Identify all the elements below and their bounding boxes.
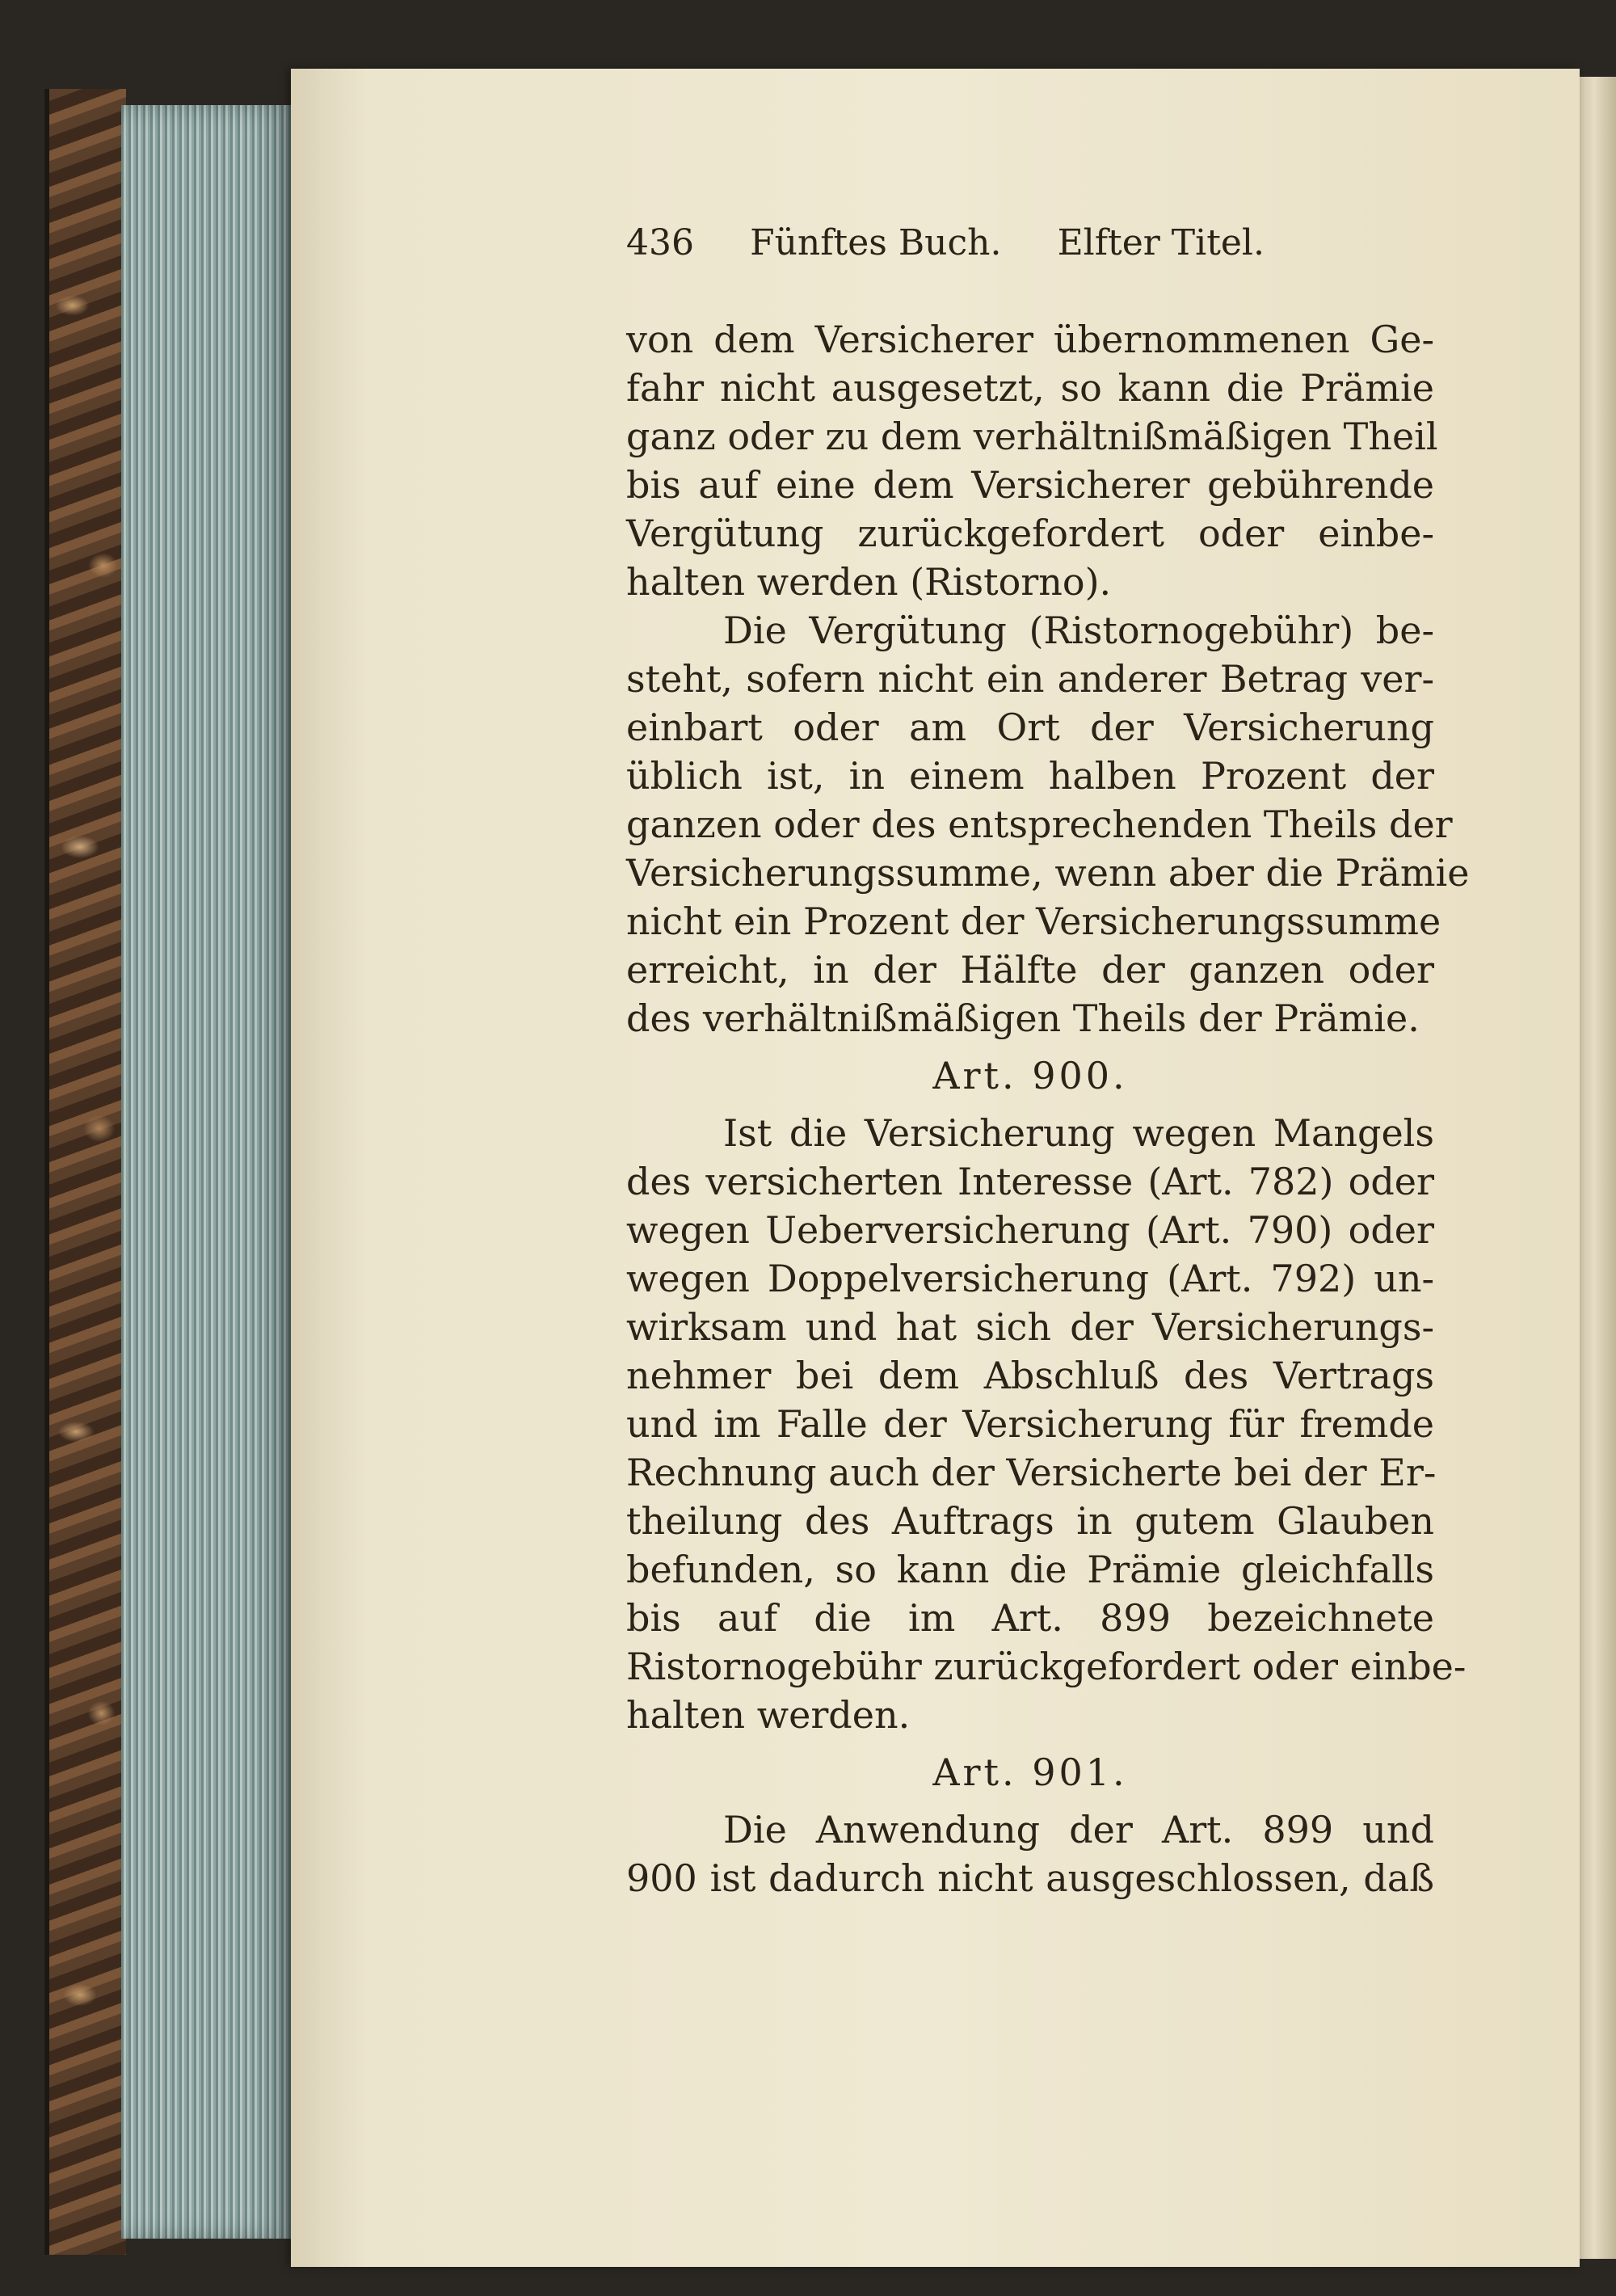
text-line: wegen Doppelversicherung (Art. 792) un- <box>626 1257 1434 1300</box>
text-line: nehmer bei dem Abschluß des Vertrags <box>626 1354 1434 1397</box>
running-head-book: Fünftes Buch. <box>750 221 1002 263</box>
book-cover <box>44 89 126 2255</box>
facing-page-edge <box>1580 77 1616 2259</box>
text-line: Vergütung zurückgefordert oder einbe- <box>626 512 1434 555</box>
text-line: wirksam und hat sich der Versicherungs- <box>626 1305 1434 1349</box>
running-head-title: Elfter Titel. <box>1057 221 1265 263</box>
article-heading-901: Art. 901. <box>932 1750 1128 1794</box>
text-line: und im Falle der Versicherung für fremde <box>626 1402 1434 1446</box>
text-line: von dem Versicherer übernommenen Ge- <box>626 318 1434 361</box>
text-line: Die Vergütung (Ristornogebühr) be- <box>723 609 1434 652</box>
text-line: Ristornogebühr zurückgefordert oder einbe- <box>626 1645 1467 1688</box>
page-edges <box>121 105 291 2239</box>
text-line: fahr nicht ausgesetzt, so kann die Prämie <box>626 366 1434 410</box>
text-line: üblich ist, in einem halben Prozent der <box>626 754 1434 798</box>
running-head <box>626 214 1265 271</box>
text-line: des verhältnißmäßigen Theils der Prämie. <box>626 996 1420 1040</box>
text-line: nicht ein Prozent der Versicherungssumme <box>626 899 1441 943</box>
text-line: Rechnung auch der Versicherte bei der Er- <box>626 1451 1437 1494</box>
text-line: befunden, so kann die Prämie gleichfalls <box>626 1548 1434 1591</box>
text-line: Ist die Versicherung wegen Mangels <box>723 1111 1434 1155</box>
text-line: theilung des Auftrags in gutem Glauben <box>626 1499 1434 1543</box>
text-line: wegen Ueberversicherung (Art. 790) oder <box>626 1208 1434 1252</box>
text-line: Die Anwendung der Art. 899 und <box>723 1808 1434 1852</box>
text-line: halten werden (Ristorno). <box>626 560 1112 604</box>
text-line: ganz oder zu dem verhältnißmäßigen Theil <box>626 415 1438 458</box>
text-line: halten werden. <box>626 1693 911 1737</box>
text-line: erreicht, in der Hälfte der ganzen oder <box>626 948 1434 992</box>
text-line: einbart oder am Ort der Versicherung <box>626 706 1434 749</box>
body-text <box>626 315 1470 1902</box>
text-line: 900 ist dadurch nicht ausgeschlossen, daß <box>626 1856 1434 1900</box>
text-line: des versicherten Interesse (Art. 782) oder <box>626 1160 1434 1203</box>
page-number: 436 <box>626 221 694 263</box>
text-line: ganzen oder des entsprechenden Theils der <box>626 803 1453 846</box>
text-line: bis auf eine dem Versicherer gebührende <box>626 463 1434 507</box>
text-line: Versicherungssumme, wenn aber die Prämie <box>626 851 1470 895</box>
text-line: steht, sofern nicht ein anderer Betrag ver- <box>626 657 1434 701</box>
article-heading-900: Art. 900. <box>932 1054 1128 1097</box>
text-line: bis auf die im Art. 899 bezeichnete <box>626 1596 1434 1640</box>
